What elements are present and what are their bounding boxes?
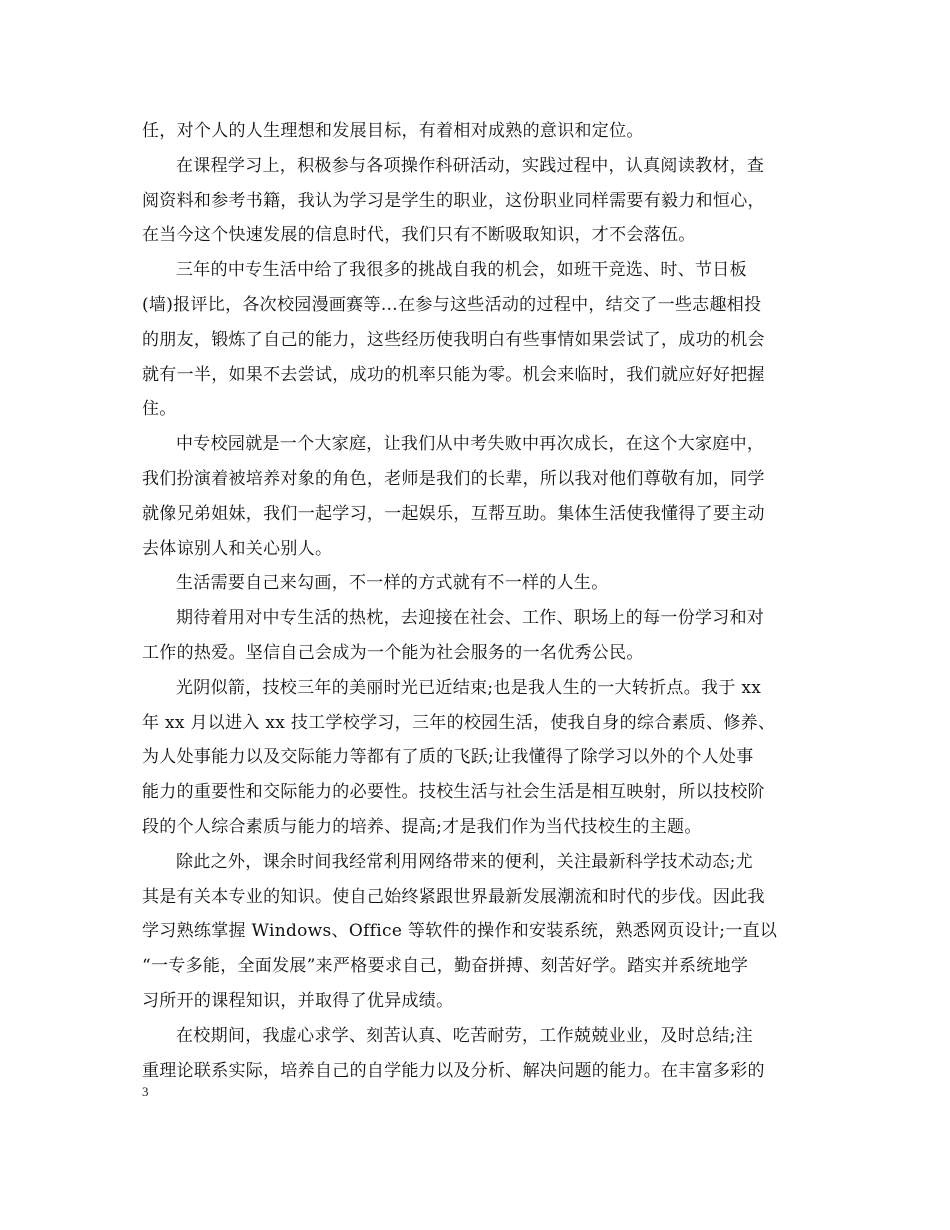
text-line: 就有一半，如果不去尝试，成功的机率只能为零。机会来临时，我们就应好好把握	[142, 364, 765, 385]
text-line: 在课程学习上，积极参与各项操作科研活动，实践过程中，认真阅读教材，查	[176, 155, 765, 176]
text-line: 为人处事能力以及交际能力等都有了质的飞跃;让我懂得了除学习以外的个人处事	[142, 747, 754, 768]
text-line: 其是有关本专业的知识。使自己始终紧跟世界最新发展潮流和时代的步伐。因此我	[142, 886, 765, 907]
text-line: 学习熟练掌握 Windows、Office 等软件的操作和安装系统，熟悉网页设计;一直以	[142, 921, 778, 942]
text-line: 的朋友，锻炼了自己的能力，这些经历使我明白有些事情如果尝试了，成功的机会	[142, 329, 765, 350]
page-number: 3	[142, 1084, 149, 1099]
text-line: 年 xx 月以进入 xx 技工学校学习，三年的校园生活，使我自身的综合素质、修养、	[142, 712, 776, 733]
text-line: 住。	[142, 399, 177, 420]
text-line: 段的个人综合素质与能力的培养、提高;才是我们作为当代技校生的主题。	[142, 816, 702, 837]
text-line: 中专校园就是一个大家庭，让我们从中考失败中再次成长，在这个大家庭中，	[176, 434, 765, 455]
document-body	[142, 114, 812, 1088]
text-line: 能力的重要性和交际能力的必要性。技校生活与社会生活是相互映射，所以技校阶	[142, 782, 765, 803]
text-line: 三年的中专生活中给了我很多的挑战自我的机会，如班干竞选、时、节日板	[176, 260, 747, 281]
text-line: 阅资料和参考书籍，我认为学习是学生的职业，这份职业同样需要有毅力和恒心，	[142, 190, 765, 211]
text-line: 就像兄弟姐妹，我们一起学习，一起娱乐，互帮互助。集体生活使我懂得了要主动	[142, 503, 765, 524]
text-line: 在当今这个快速发展的信息时代，我们只有不断吸取知识，才不会落伍。	[142, 225, 696, 246]
text-line: 去体谅别人和关心别人。	[142, 538, 333, 559]
text-line: 我们扮演着被培养对象的角色，老师是我们的长辈，所以我对他们尊敬有加，同学	[142, 468, 765, 489]
text-line: 生活需要自己来勾画，不一样的方式就有不一样的人生。	[176, 573, 609, 594]
text-line: 在校期间，我虚心求学、刻苦认真、吃苦耐劳，工作兢兢业业，及时总结;注	[176, 1025, 753, 1046]
text-line: 习所开的课程知识，并取得了优异成绩。	[142, 990, 454, 1011]
text-line: 工作的热爱。坚信自己会成为一个能为社会服务的一名优秀公民。	[142, 642, 644, 663]
text-line: (墙)报评比，各次校园漫画赛等…在参与这些活动的过程中，结交了一些志趣相投	[142, 294, 762, 315]
text-line: 除此之外，课余时间我经常利用网络带来的便利，关注最新科学技术动态;尤	[176, 851, 753, 872]
text-line: 期待着用对中专生活的热枕，去迎接在社会、工作、职场上的每一份学习和对	[176, 608, 765, 629]
text-line: “一专多能，全面发展”来严格要求自己，勤奋拼搏、刻苦好学。踏实并系统地学	[142, 956, 749, 977]
text-line: 任，对个人的人生理想和发展目标，有着相对成熟的意识和定位。	[142, 121, 644, 141]
text-line: 重理论联系实际，培养自己的自学能力以及分析、解决问题的能力。在丰富多彩的	[142, 1060, 765, 1081]
text-line: 光阴似箭，技校三年的美丽时光已近结束;也是我人生的一大转折点。我于 xx	[176, 677, 762, 698]
